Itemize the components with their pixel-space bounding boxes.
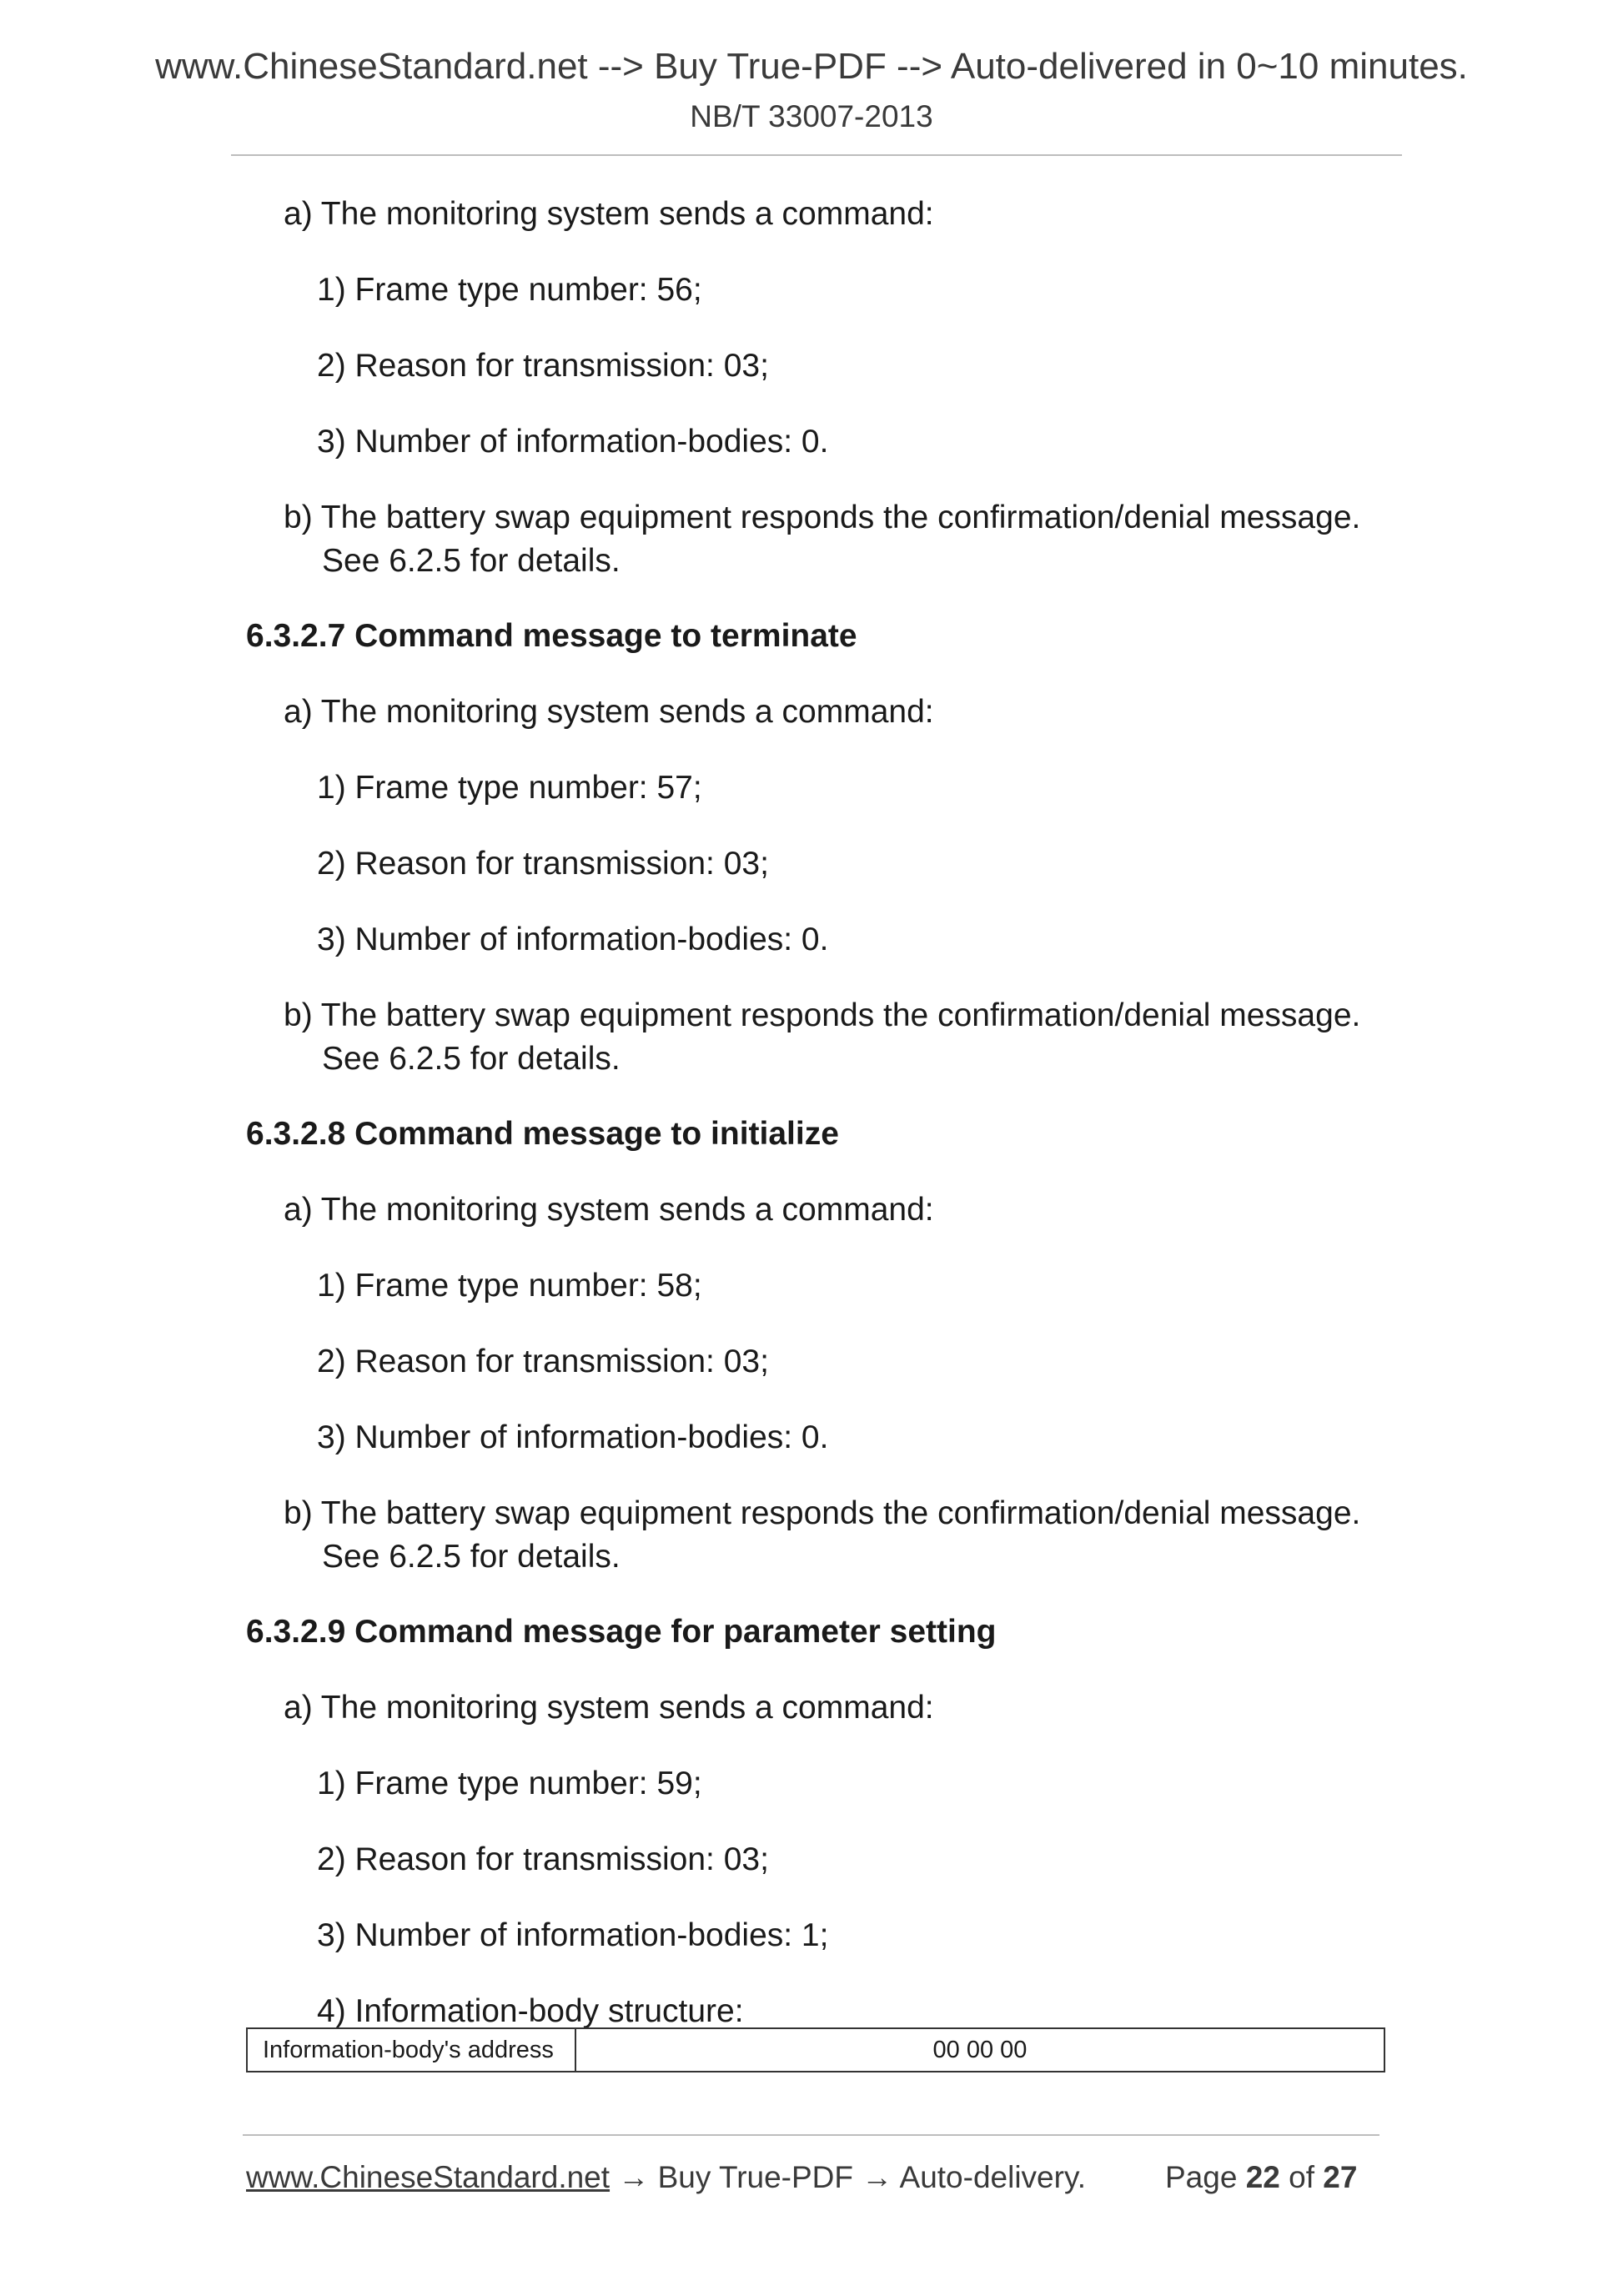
- footer-link[interactable]: www.ChineseStandard.net: [246, 2160, 611, 2194]
- information-body-table: [246, 2027, 1385, 2072]
- footer-divider: [243, 2134, 1379, 2136]
- list-item-frame-type: 1) Frame type number: 56;: [317, 272, 702, 308]
- list-item-a: a) The monitoring system sends a command:: [284, 694, 934, 730]
- list-item-frame-type: 1) Frame type number: 59;: [317, 1766, 702, 1801]
- footer-promo: [246, 2158, 1086, 2197]
- page-indicator: [1165, 2158, 1357, 2197]
- list-item-a: a) The monitoring system sends a command:: [284, 196, 934, 232]
- list-item-a: a) The monitoring system sends a command:: [284, 1690, 934, 1726]
- table-cell-label: Information-body's address: [248, 2029, 576, 2071]
- section-heading-6328: 6.3.2.8 Command message to initialize: [246, 1116, 839, 1152]
- page-total: 27: [1323, 2160, 1358, 2194]
- of-word: of: [1289, 2160, 1314, 2194]
- list-item-reason: 2) Reason for transmission: 03;: [317, 846, 769, 882]
- list-item-info-bodies: 3) Number of information-bodies: 1;: [317, 1917, 829, 1953]
- list-item-info-bodies: 3) Number of information-bodies: 0.: [317, 424, 829, 460]
- footer-promo-text: → Buy True-PDF → Auto-delivery.: [610, 2160, 1086, 2194]
- list-item-reason: 2) Reason for transmission: 03;: [317, 348, 769, 384]
- list-item-b: b) The battery swap equipment responds the confirmation/denial message.: [284, 1495, 1361, 1531]
- list-item-b-continuation: See 6.2.5 for details.: [322, 543, 621, 579]
- list-item-b: b) The battery swap equipment responds the confirmation/denial message.: [284, 500, 1361, 535]
- list-item-b-continuation: See 6.2.5 for details.: [322, 1539, 621, 1575]
- page-number: 22: [1245, 2160, 1280, 2194]
- list-item-a: a) The monitoring system sends a command:: [284, 1192, 934, 1228]
- document-code: NB/T 33007-2013: [690, 99, 933, 133]
- list-item-info-bodies: 3) Number of information-bodies: 0.: [317, 1419, 829, 1455]
- list-item-frame-type: 1) Frame type number: 57;: [317, 770, 702, 806]
- section-heading-6329: 6.3.2.9 Command message for parameter setting: [246, 1614, 997, 1650]
- list-item-b: b) The battery swap equipment responds the confirmation/denial message.: [284, 997, 1361, 1033]
- section-heading-6327: 6.3.2.7 Command message to terminate: [246, 618, 857, 654]
- list-item-frame-type: 1) Frame type number: 58;: [317, 1268, 702, 1304]
- header-divider: [231, 154, 1402, 156]
- list-item-b-continuation: See 6.2.5 for details.: [322, 1041, 621, 1077]
- list-item-info-bodies: 3) Number of information-bodies: 0.: [317, 922, 829, 957]
- header-banner: www.ChineseStandard.net --> Buy True-PDF --> Auto-delivered in 0~10 minutes.: [155, 46, 1468, 87]
- table-cell-value: 00 00 00: [932, 2036, 1028, 2063]
- list-item-reason: 2) Reason for transmission: 03;: [317, 1344, 769, 1379]
- list-item-reason: 2) Reason for transmission: 03;: [317, 1841, 769, 1877]
- list-item-info-body-structure: 4) Information-body structure:: [317, 1993, 744, 2029]
- page-word: Page: [1165, 2160, 1238, 2194]
